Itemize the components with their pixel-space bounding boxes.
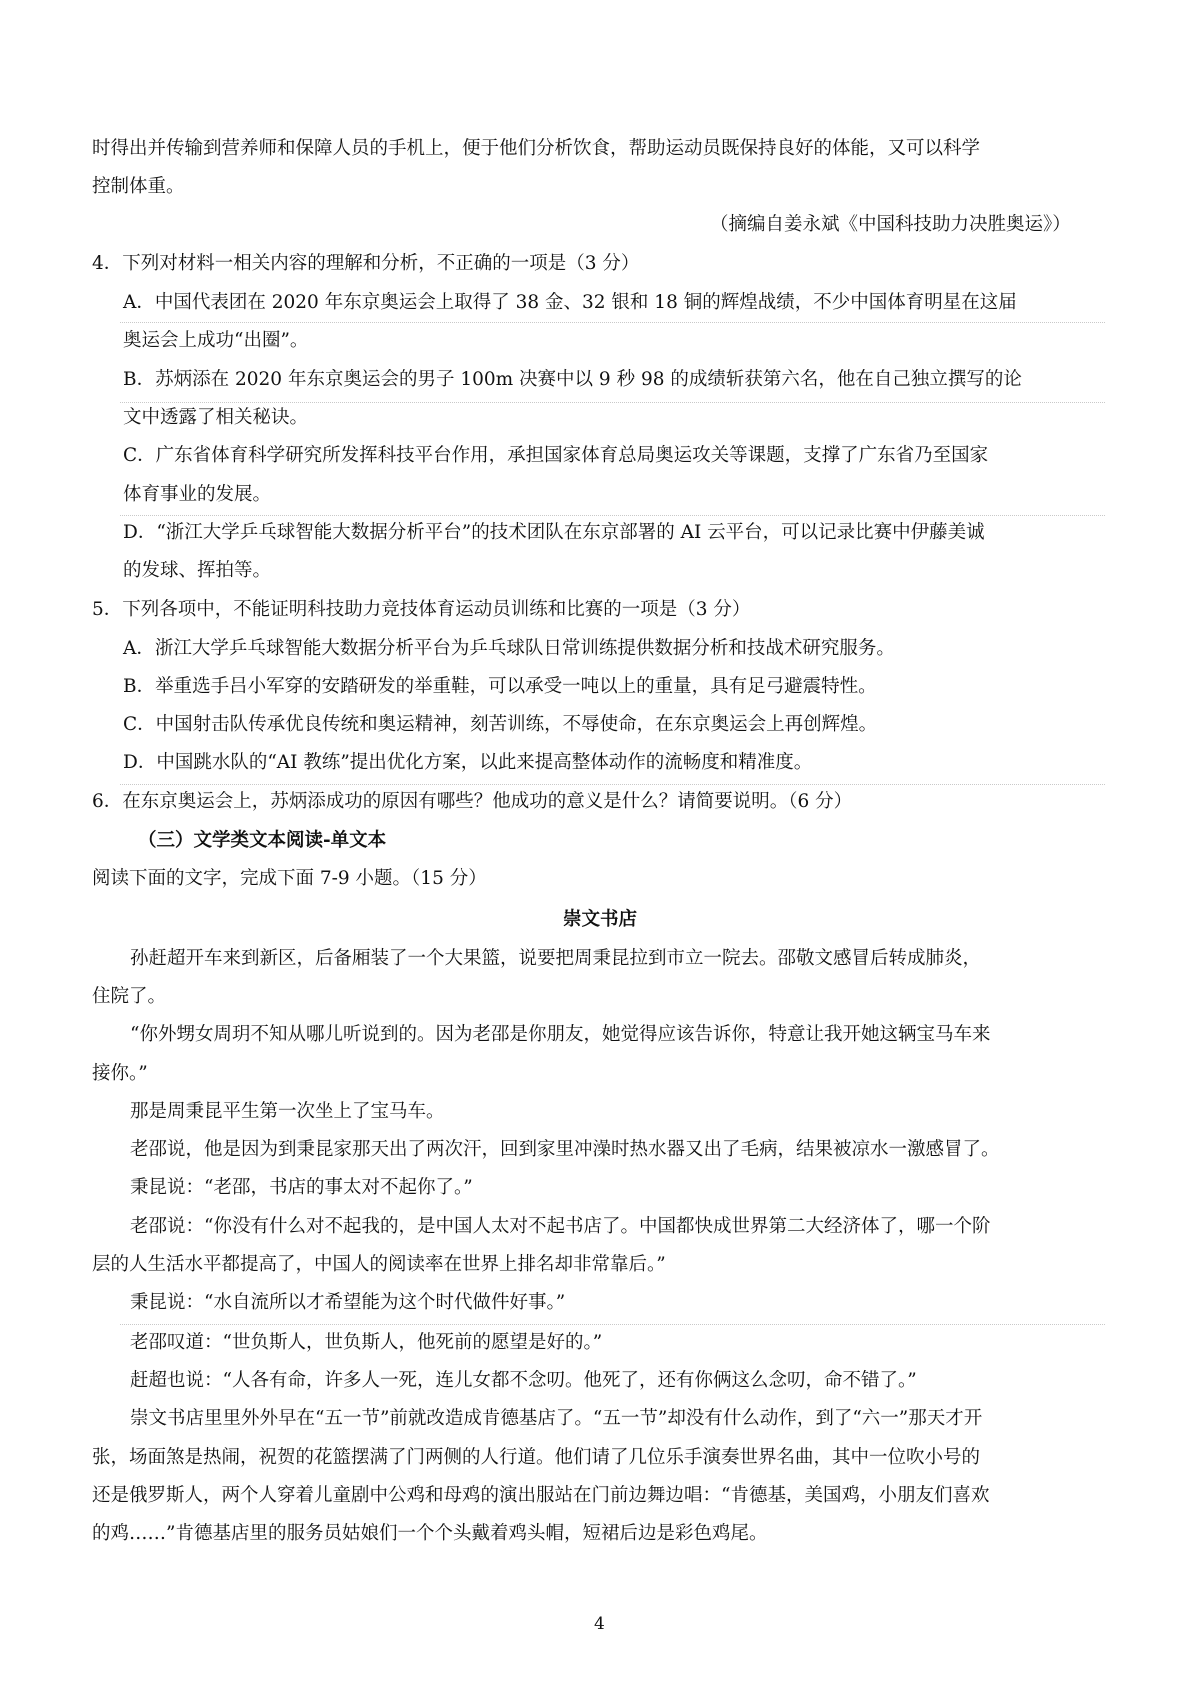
passage-line: 张，场面煞是热闹，祝贺的花篮摆满了门两侧的人行道。他们请了几位乐手演奏世界名曲，其中一位吹小号的 <box>92 1447 981 1468</box>
text-line: 控制体重。 <box>92 176 185 197</box>
passage-line: 崇文书店里里外外早在“五一节”前就改造成肯德基店了。“五一节”却没有什么动作，到了“六一”那天才开 <box>130 1408 983 1429</box>
text-line: 的发球、挥拍等。 <box>123 560 272 581</box>
passage-line: 孙赶超开车来到新区，后备厢装了一个大果篮，说要把周秉昆拉到市立一院去。邵敬文感冒后转成肺炎， <box>130 948 982 969</box>
question-5: 5．下列各项中，不能证明科技助力竞技体育运动员训练和比赛的一项是（3 分） <box>92 599 751 620</box>
question-4: 4．下列对材料一相关内容的理解和分析，不正确的一项是（3 分） <box>92 253 640 274</box>
passage-line: 老邵说：“你没有什么对不起我的，是中国人太对不起书店了。中国都快成世界第二大经济体了，哪一个阶 <box>130 1216 991 1237</box>
text-line: 时得出并传输到营养师和保障人员的手机上，便于他们分析饮食，帮助运动员既保持良好的体能，又可以科学 <box>92 138 981 159</box>
passage-line: 住院了。 <box>92 986 167 1007</box>
passage-line: 老邵叹道：“世负斯人，世负斯人，他死前的愿望是好的。” <box>130 1332 603 1353</box>
option-d: D．中国跳水队的“AI 教练”提出优化方案，以此来提高整体动作的流畅度和精准度。 <box>123 752 813 773</box>
option-c: C．中国射击队传承优良传统和奥运精神，刻苦训练，不辱使命，在东京奥运会上再创辉煌。 <box>123 714 878 735</box>
separator <box>120 322 1105 323</box>
option-a: A．浙江大学乒乓球智能大数据分析平台为乒乓球队日常训练提供数据分析和技战术研究服务。 <box>123 638 895 659</box>
option-c: C．广东省体育科学研究所发挥科技平台作用，承担国家体育总局奥运攻关等课题，支撑了广东省乃至国家 <box>123 445 989 466</box>
passage-line: 秉昆说：“水自流所以才希望能为这个时代做件好事。” <box>130 1292 566 1313</box>
question-6: 6．在东京奥运会上，苏炳添成功的原因有哪些？他成功的意义是什么？请简要说明。（6 分） <box>92 791 853 812</box>
text-line: 文中透露了相关秘诀。 <box>123 407 309 428</box>
passage-line: 的鸡……”肯德基店里的服务员姑娘们一个个头戴着鸡头帽，短裙后边是彩色鸡尾。 <box>92 1523 768 1544</box>
text-line: 奥运会上成功“出圈”。 <box>123 330 309 351</box>
option-b: B．苏炳添在 2020 年东京奥运会的男子 100m 决赛中以 9 秒 98 的成绩斩获第六名，他在自己独立撰写的论 <box>123 369 1022 390</box>
source-citation: （摘编自姜永斌《中国科技助力决胜奥运》） <box>710 214 1071 235</box>
separator <box>120 402 1105 403</box>
separator <box>120 784 1105 785</box>
option-b: B．举重选手吕小军穿的安踏研发的举重鞋，可以承受一吨以上的重量，具有足弓避震特性。 <box>123 676 877 697</box>
passage-title: 崇文书店 <box>563 909 638 930</box>
instruction: 阅读下面的文字，完成下面 7-9 小题。（15 分） <box>92 868 487 889</box>
separator <box>120 1324 1105 1325</box>
passage-line: 秉昆说：“老邵，书店的事太对不起你了。” <box>130 1177 473 1198</box>
passage-line: 还是俄罗斯人，两个人穿着儿童剧中公鸡和母鸡的演出服站在门前边舞边唱：“肯德基，美国鸡，小朋友们喜欢 <box>92 1485 990 1506</box>
passage-line: 赶超也说：“人各有命，许多人一死，连儿女都不念叨。他死了，还有你俩这么念叨，命不错了。” <box>130 1370 917 1391</box>
option-a: A．中国代表团在 2020 年东京奥运会上取得了 38 金、32 银和 18 铜的辉煌战绩，不少中国体育明星在这届 <box>123 292 1017 313</box>
separator <box>120 515 1105 516</box>
passage-line: “你外甥女周玥不知从哪儿听说到的。因为老邵是你朋友，她觉得应该告诉你，特意让我开她这辆宝马车来 <box>130 1024 991 1045</box>
passage-line: 接你。” <box>92 1063 148 1084</box>
section-heading: （三）文学类文本阅读-单文本 <box>138 830 387 851</box>
passage-line: 老邵说，他是因为到秉昆家那天出了两次汗，回到家里冲澡时热水器又出了毛病，结果被凉水一激感冒了。 <box>130 1139 1000 1160</box>
page-number: 4 <box>594 1614 605 1634</box>
text-line: 体育事业的发展。 <box>123 484 272 505</box>
passage-line: 那是周秉昆平生第一次坐上了宝马车。 <box>130 1101 445 1122</box>
option-d: D．“浙江大学乒乓球智能大数据分析平台”的技术团队在东京部署的 AI 云平台，可以记录比赛中伊藤美诚 <box>123 522 985 543</box>
passage-line: 层的人生活水平都提高了，中国人的阅读率在世界上排名却非常靠后。” <box>92 1254 666 1275</box>
